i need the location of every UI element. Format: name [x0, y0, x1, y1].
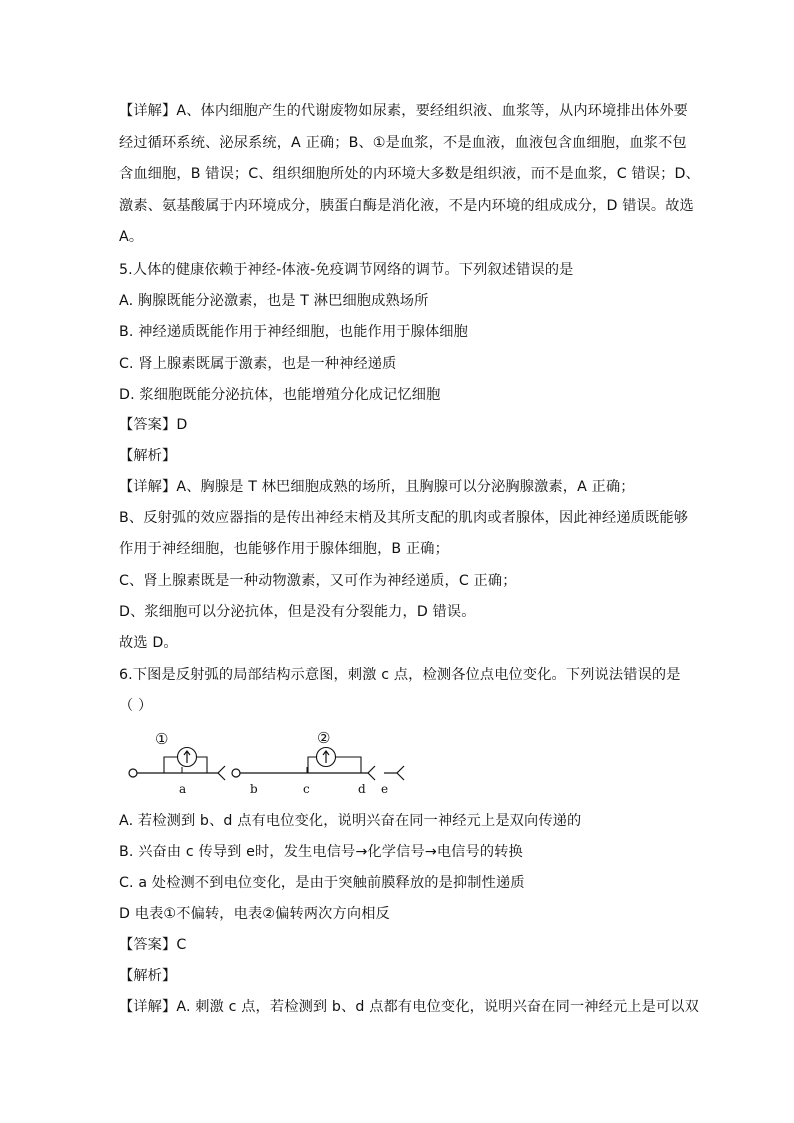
point-label-d: d: [358, 782, 366, 796]
synapse-3: [397, 766, 404, 780]
neuron-2-cell-body: [232, 769, 240, 777]
text-line: C、肾上腺素既是一种动物激素，又可作为神经递质，C 正确；: [119, 573, 517, 589]
text-line: 【详解】A、体内细胞产生的代谢废物如尿素，要经组织液、血浆等，从内环境排出体外要: [119, 103, 689, 119]
text-line: 【解析】: [119, 448, 177, 464]
text-line: A. 胸腺既能分泌激素，也是 T 淋巴细胞成熟场所: [119, 293, 429, 309]
text-line: C. a 处检测不到电位变化，是由于突触前膜释放的是抑制性递质: [119, 875, 525, 891]
meter-2-right-line: [336, 757, 361, 773]
meter-1-label: ①: [155, 730, 169, 748]
point-label-e: e: [381, 782, 389, 796]
text-line: 激素、氨基酸属于内环境成分，胰蛋白酶是消化液，不是内环境的组成成分，D 错误。故选: [119, 198, 694, 214]
text-line: A. 若检测到 b、d 点有电位变化，说明兴奋在同一神经元上是双向传递的: [119, 813, 582, 829]
text-line: 【详解】A、胸腺是 T 林巴细胞成熟的场所，且胸腺可以分泌胸腺激素，A 正确；: [119, 479, 635, 495]
text-line: 含血细胞，B 错误；C、组织细胞所处的内环境大多数是组织液，而不是血浆，C 错误；D、: [119, 166, 700, 182]
text-line: B. 兴奋由 c 传导到 e时，发生电信号→化学信号→电信号的转换: [119, 844, 523, 860]
text-line: D 电表①不偏转，电表②偏转两次方向相反: [119, 906, 390, 922]
point-label-c: c: [303, 782, 310, 796]
text-line: D. 浆细胞既能分泌抗体，也能增殖分化成记忆细胞: [119, 387, 441, 403]
meter-1-wires-right: [197, 757, 207, 773]
text-line: B、反射弧的效应器指的是传出神经末梢及其所支配的肌肉或者腺体，因此神经递质既能够: [119, 510, 689, 526]
text-line: D、浆细胞可以分泌抗体，但是没有分裂能力，D 错误。: [119, 604, 476, 620]
text-line: A。: [119, 229, 144, 245]
synapse-1: [218, 766, 225, 780]
text-line: 故选 D。: [119, 635, 178, 651]
text-line: 作用于神经细胞，也能够作用于腺体细胞，B 正确；: [119, 541, 449, 557]
meter-1-wires: [164, 757, 177, 773]
text-line: C. 肾上腺素既属于激素，也是一种神经递质: [119, 356, 397, 372]
text-line: 【答案】C: [119, 937, 187, 953]
text-line: 【详解】A. 刺激 c 点，若检测到 b、d 点都有电位变化，说明兴奋在同一神经元上是可以双: [119, 999, 699, 1015]
text-line: 6.下图是反射弧的局部结构示意图，刺激 c 点，检测各位点电位变化。下列说法错误的是: [119, 667, 681, 683]
meter-2-left-line: [308, 757, 316, 773]
point-label-b: b: [250, 782, 258, 796]
reflex-arc-diagram: [125, 727, 410, 797]
text-line: 【答案】D: [119, 417, 188, 433]
meter-2-label: ②: [317, 729, 331, 747]
text-line: B. 神经递质既能作用于神经细胞，也能作用于腺体细胞: [119, 324, 468, 340]
point-label-a: a: [179, 782, 187, 796]
text-line: 经过循环系统、泌尿系统，A 正确；B、①是血浆，不是血液，血液包含血细胞，血浆不包: [119, 135, 687, 151]
text-line: 【解析】: [119, 968, 177, 984]
text-line: 5.人体的健康依赖于神经-体液-免疫调节网络的调节。下列叙述错误的是: [119, 262, 574, 278]
synapse-2: [368, 766, 375, 780]
text-line: （ ）: [119, 698, 153, 714]
neuron-1-cell-body: [129, 769, 137, 777]
